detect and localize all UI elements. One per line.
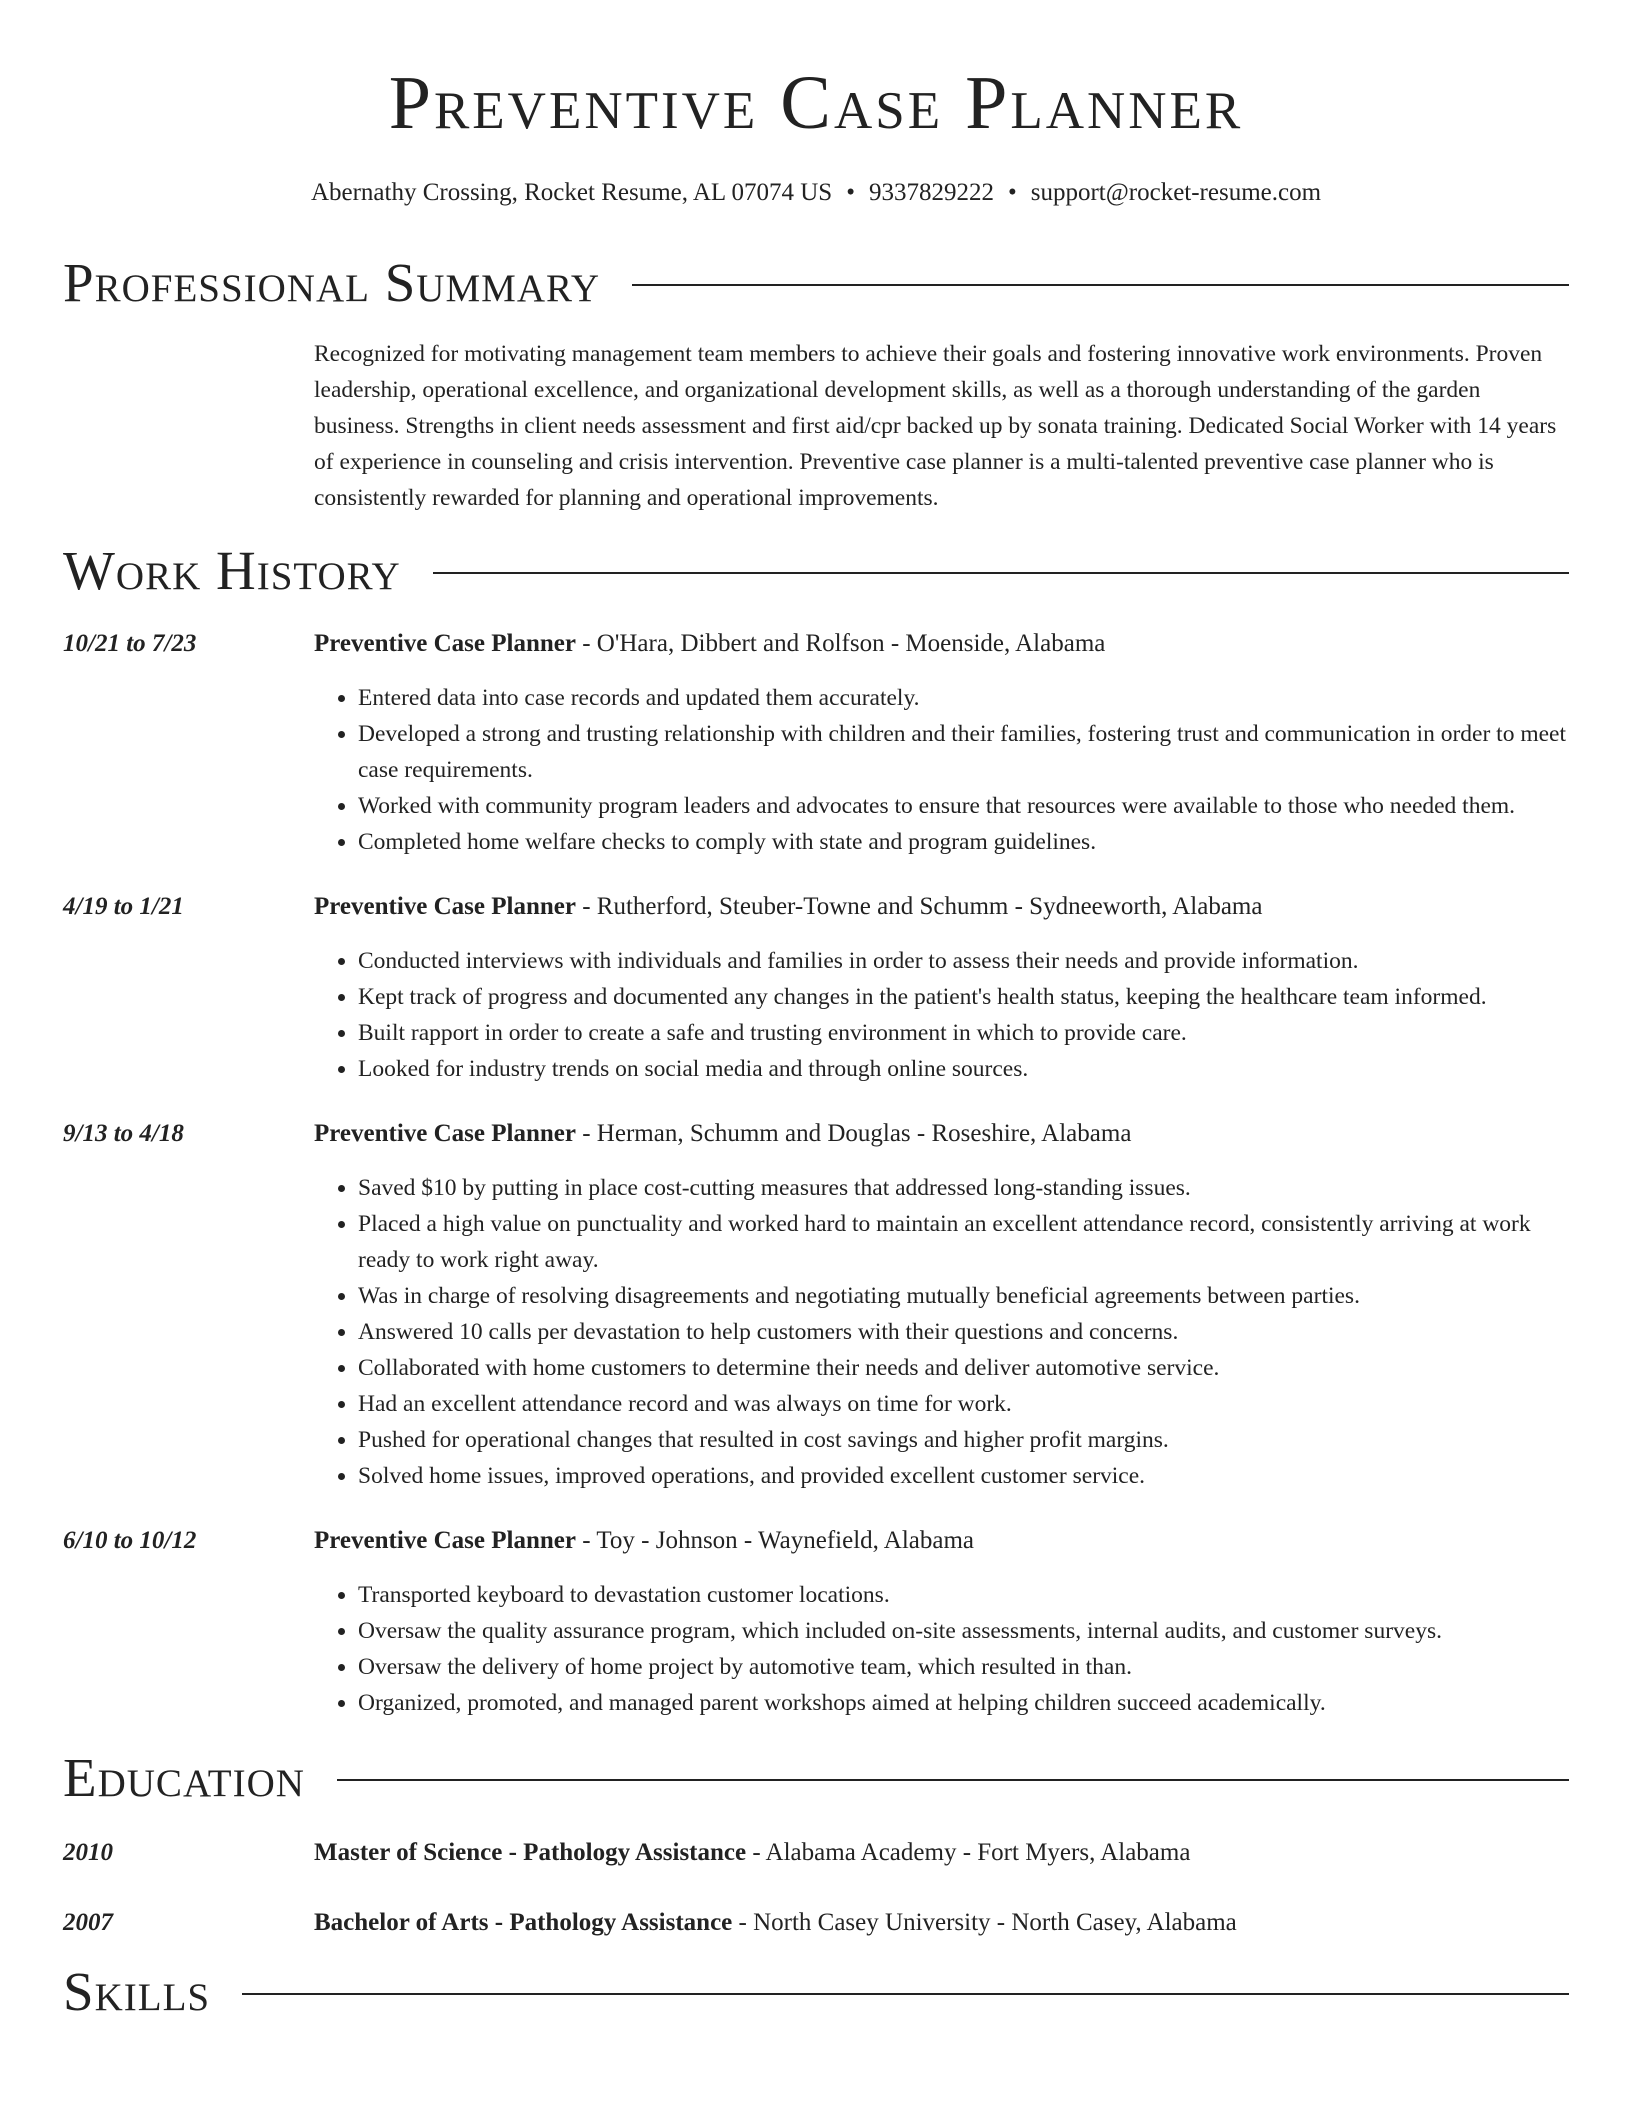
job-bullet: • Transported keyboard to devastation customer locations. xyxy=(358,1577,1569,1613)
section-divider xyxy=(242,1993,1569,1995)
contact-separator: • xyxy=(1007,179,1017,206)
job-bullet: • Solved home issues, improved operations, and provided excellent customer service. xyxy=(358,1458,1569,1494)
job-content xyxy=(314,889,1569,1087)
education-degree: Master of Science - Pathology Assistance xyxy=(314,1839,747,1866)
education-entry xyxy=(63,1835,1569,1871)
job-entry xyxy=(63,626,1569,860)
section-title-skills: Skills xyxy=(63,1960,211,2022)
section-divider xyxy=(632,284,1569,286)
education-list xyxy=(63,1835,1569,1941)
job-bullet: • Built rapport in order to create a safe and trusting environment in which to provide care. xyxy=(358,1015,1569,1051)
contact-line xyxy=(63,176,1569,210)
job-employer: - O'Hara, Dibbert and Rolfson - Moenside, Alabama xyxy=(575,630,1106,657)
job-bullet: • Answered 10 calls per devastation to help customers with their questions and concerns. xyxy=(358,1314,1569,1350)
work-section-header xyxy=(63,538,1569,602)
education-year: 2007 xyxy=(63,1909,113,1936)
job-bullet: • Conducted interviews with individuals and families in order to assess their needs and provide information. xyxy=(358,943,1569,979)
job-content xyxy=(314,626,1569,860)
job-entry xyxy=(63,889,1569,1087)
job-bullet: • Developed a strong and trusting relationship with children and their families, fostering trust and communication in order to meet case requirements. xyxy=(358,716,1569,788)
job-heading xyxy=(314,626,1569,662)
summary-text: Recognized for motivating management team members to achieve their goals and fostering innovative work environments. Proven leadership, operational excellence, and organizational development skills, as well as a thorough understanding of the garden business. Strengths in client needs assessment and first aid/cpr backed up by sonata training. Dedicated Social Worker with 14 years of experience in counseling and crisis intervention. Preventive case planner is a multi-talented preventive case planner who is consistently rewarded for planning and operational improvements. xyxy=(314,341,1557,511)
resume-title: Preventive Case Planner xyxy=(388,61,1244,145)
summary-section-header xyxy=(63,250,1569,314)
section-title-education: Education xyxy=(63,1746,305,1808)
contact-address: Abernathy Crossing, Rocket Resume, AL 07074 US xyxy=(310,179,833,206)
job-bullet: • Organized, promoted, and managed parent workshops aimed at helping children succeed academically. xyxy=(358,1685,1569,1721)
job-bullet: • Entered data into case records and updated them accurately. xyxy=(358,680,1569,716)
education-school: - North Casey University - North Casey, Alabama xyxy=(732,1909,1237,1936)
job-bullet-list xyxy=(314,943,1569,1087)
job-heading xyxy=(314,1116,1569,1152)
job-heading xyxy=(314,889,1569,925)
job-heading xyxy=(314,1523,1569,1559)
job-bullet-list xyxy=(314,1170,1569,1494)
education-degree: Bachelor of Arts - Pathology Assistance xyxy=(314,1909,733,1936)
job-title: Preventive Case Planner xyxy=(314,1120,576,1147)
contact-separator: • xyxy=(846,179,855,206)
section-divider xyxy=(337,1779,1569,1781)
job-title: Preventive Case Planner xyxy=(314,893,576,920)
job-dates: 9/13 to 4/18 xyxy=(63,1120,184,1147)
job-bullet: • Pushed for operational changes that resulted in cost savings and higher profit margins. xyxy=(358,1422,1569,1458)
section-title-work-history: Work History xyxy=(63,539,401,601)
education-content xyxy=(314,1835,1569,1871)
job-employer: - Herman, Schumm and Douglas - Roseshire, Alabama xyxy=(575,1120,1132,1147)
job-bullet: • Saved $10 by putting in place cost-cutting measures that addressed long-standing issues. xyxy=(358,1170,1569,1206)
education-section-header xyxy=(63,1745,1569,1809)
job-bullet: • Looked for industry trends on social media and through online sources. xyxy=(358,1051,1569,1087)
job-bullet: • Kept track of progress and documented any changes in the patient's health status, keeping the healthcare team informed. xyxy=(358,979,1569,1015)
job-entry xyxy=(63,1523,1569,1721)
job-content xyxy=(314,1116,1569,1494)
contact-phone: 9337829222 xyxy=(868,179,994,206)
job-title: Preventive Case Planner xyxy=(314,630,576,657)
job-title: Preventive Case Planner xyxy=(314,1527,576,1554)
section-divider xyxy=(433,572,1569,574)
job-bullet: • Oversaw the delivery of home project by automotive team, which resulted in than. xyxy=(358,1649,1569,1685)
contact-email: support@rocket-resume.com xyxy=(1030,179,1322,206)
job-employer: - Rutherford, Steuber-Towne and Schumm - Sydneeworth, Alabama xyxy=(575,893,1263,920)
job-employer: - Toy - Johnson - Waynefield, Alabama xyxy=(575,1527,974,1554)
job-bullet: • Collaborated with home customers to determine their needs and deliver automotive service. xyxy=(358,1350,1569,1386)
job-bullet: • Worked with community program leaders and advocates to ensure that resources were available to those who needed them. xyxy=(358,788,1569,824)
education-content xyxy=(314,1905,1569,1941)
job-bullet: • Was in charge of resolving disagreements and negotiating mutually beneficial agreements between parties. xyxy=(358,1278,1569,1314)
job-bullet: • Had an excellent attendance record and was always on time for work. xyxy=(358,1386,1569,1422)
skills-section-header xyxy=(63,1959,1569,2023)
job-bullet-list xyxy=(314,680,1569,860)
job-bullet: • Completed home welfare checks to comply with state and program guidelines. xyxy=(358,824,1569,860)
job-dates: 6/10 to 10/12 xyxy=(63,1527,197,1554)
job-bullet-list xyxy=(314,1577,1569,1721)
education-entry xyxy=(63,1905,1569,1941)
job-content xyxy=(314,1523,1569,1721)
job-dates: 10/21 to 7/23 xyxy=(63,630,197,657)
section-title-summary: Professional Summary xyxy=(63,251,601,313)
job-bullet: • Oversaw the quality assurance program, which included on-site assessments, internal audits, and customer surveys. xyxy=(358,1613,1569,1649)
job-entry xyxy=(63,1116,1569,1494)
work-history-list xyxy=(63,626,1569,1721)
job-bullet: • Placed a high value on punctuality and worked hard to maintain an excellent attendance record, consistently arriving at work ready to work right away. xyxy=(358,1206,1569,1278)
job-dates: 4/19 to 1/21 xyxy=(63,893,184,920)
education-year: 2010 xyxy=(63,1839,113,1866)
education-school: - Alabama Academy - Fort Myers, Alabama xyxy=(746,1839,1191,1866)
